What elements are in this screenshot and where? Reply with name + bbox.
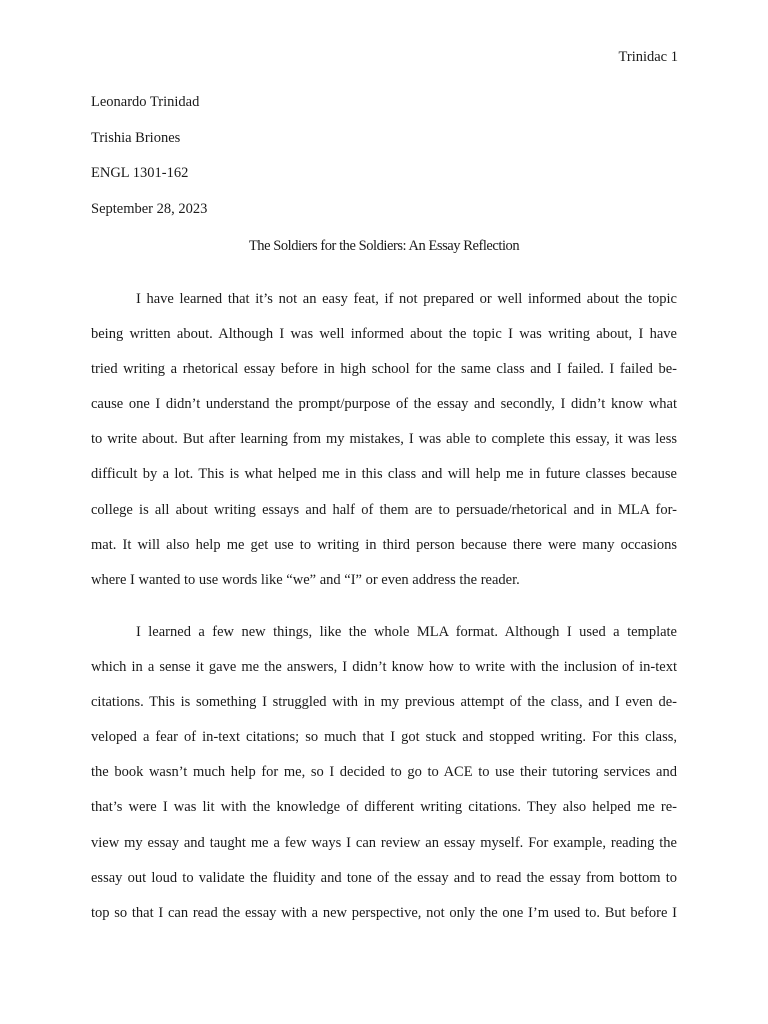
- paragraph-line: being written about. Although I was well informed about the topic I was writing about, I have: [91, 326, 677, 343]
- paragraph-1: [91, 289, 677, 605]
- student-name: Leonardo Trinidad: [91, 94, 200, 110]
- mla-heading: [91, 92, 207, 234]
- paragraph-line: which in a sense it gave me the answers, I didn’t know how to write with the inclusion of in-text: [91, 659, 677, 676]
- paragraph-line: difficult by a lot. This is what helped me in this class and will help me in future classes because: [91, 466, 677, 483]
- paragraph-line: the book wasn’t much help for me, so I decided to go to ACE to use their tutoring services and: [91, 764, 677, 781]
- paragraph-line: tried writing a rhetorical essay before in high school for the same class and I failed. I failed be-: [91, 361, 677, 378]
- course-code: ENGL 1301-162: [91, 165, 189, 181]
- paragraph-2: [91, 622, 677, 938]
- paragraph-line: essay out loud to validate the fluidity and tone of the essay and to read the essay from bottom to: [91, 869, 677, 886]
- paragraph-line: citations. This is something I struggled with in my previous attempt of the class, and I even de-: [91, 694, 677, 711]
- essay-date: September 28, 2023: [91, 200, 208, 217]
- running-head: Trinidac 1: [618, 49, 678, 65]
- paragraph-line: view my essay and taught me a few ways I can review an essay myself. For example, reading the: [91, 834, 677, 851]
- paragraph-line: top so that I can read the essay with a new perspective, not only the one I’m used to. But before I: [91, 904, 677, 921]
- paragraph-line: mat. It will also help me get use to writing in third person because there were many occasions: [91, 536, 677, 553]
- paragraph-line: I have learned that it’s not an easy feat, if not prepared or well informed about the topic: [136, 291, 677, 307]
- instructor-name: Trishia Briones: [91, 129, 181, 146]
- paragraph-line: to write about. But after learning from my mistakes, I was able to complete this essay, it was less: [91, 431, 677, 448]
- paragraph-line: cause one I didn’t understand the prompt/purpose of the essay and secondly, I didn’t know what: [91, 396, 677, 413]
- paragraph-line: that’s were I was lit with the knowledge of different writing citations. They also helped me re-: [91, 799, 677, 816]
- paragraph-line: where I wanted to use words like “we” and “I” or even address the reader.: [91, 571, 520, 588]
- essay-title: The Soldiers for the Soldiers: An Essay Reflection: [248, 238, 520, 254]
- paragraph-line: veloped a fear of in-text citations; so much that I got stuck and stopped writing. For this class,: [91, 729, 677, 746]
- paragraph-line: college is all about writing essays and half of them are to persuade/rhetorical and in MLA for-: [91, 501, 677, 518]
- paragraph-line: I learned a few new things, like the whole MLA format. Although I used a template: [136, 624, 677, 640]
